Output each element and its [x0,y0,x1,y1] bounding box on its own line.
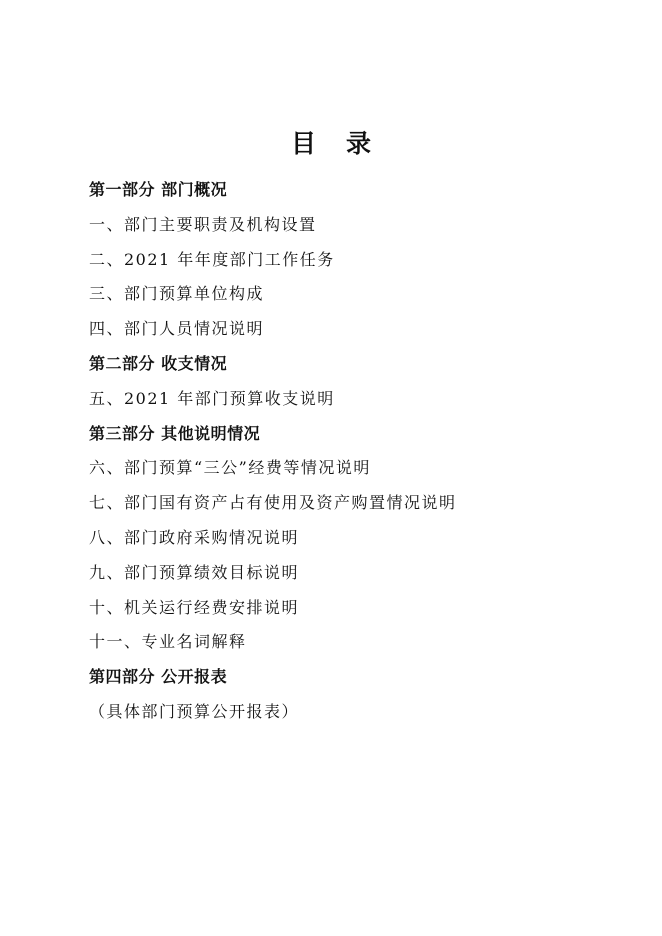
table-of-contents [89,173,609,730]
toc-item: 十、机关运行经费安排说明 [89,597,300,617]
toc-part-3: 第三部分 其他说明情况 [89,423,261,443]
toc-item: 六、部门预算“三公”经费等情况说明 [89,458,371,478]
toc-item: 十一、专业名词解释 [89,632,247,652]
toc-item: 五、2021 年部门预算收支说明 [89,388,335,408]
toc-part-2: 第二部分 收支情况 [89,353,228,373]
toc-item: 八、部门政府采购情况说明 [89,527,300,547]
toc-item: 九、部门预算绩效目标说明 [89,562,300,582]
toc-part-4: 第四部分 公开报表 [89,667,228,687]
toc-item: 七、部门国有资产占有使用及资产购置情况说明 [89,493,457,513]
title-char-1: 目 [290,129,316,158]
toc-item: 一、部门主要职责及机构设置 [89,214,317,234]
toc-item: 三、部门预算单位构成 [89,284,265,304]
toc-part-1: 第一部分 部门概况 [89,180,228,199]
toc-item: 二、2021 年年度部门工作任务 [89,249,335,269]
page-title [0,124,662,160]
title-char-2: 录 [346,129,372,158]
toc-item: 四、部门人员情况说明 [89,319,265,339]
toc-item: （具体部门预算公开报表） [89,701,300,721]
